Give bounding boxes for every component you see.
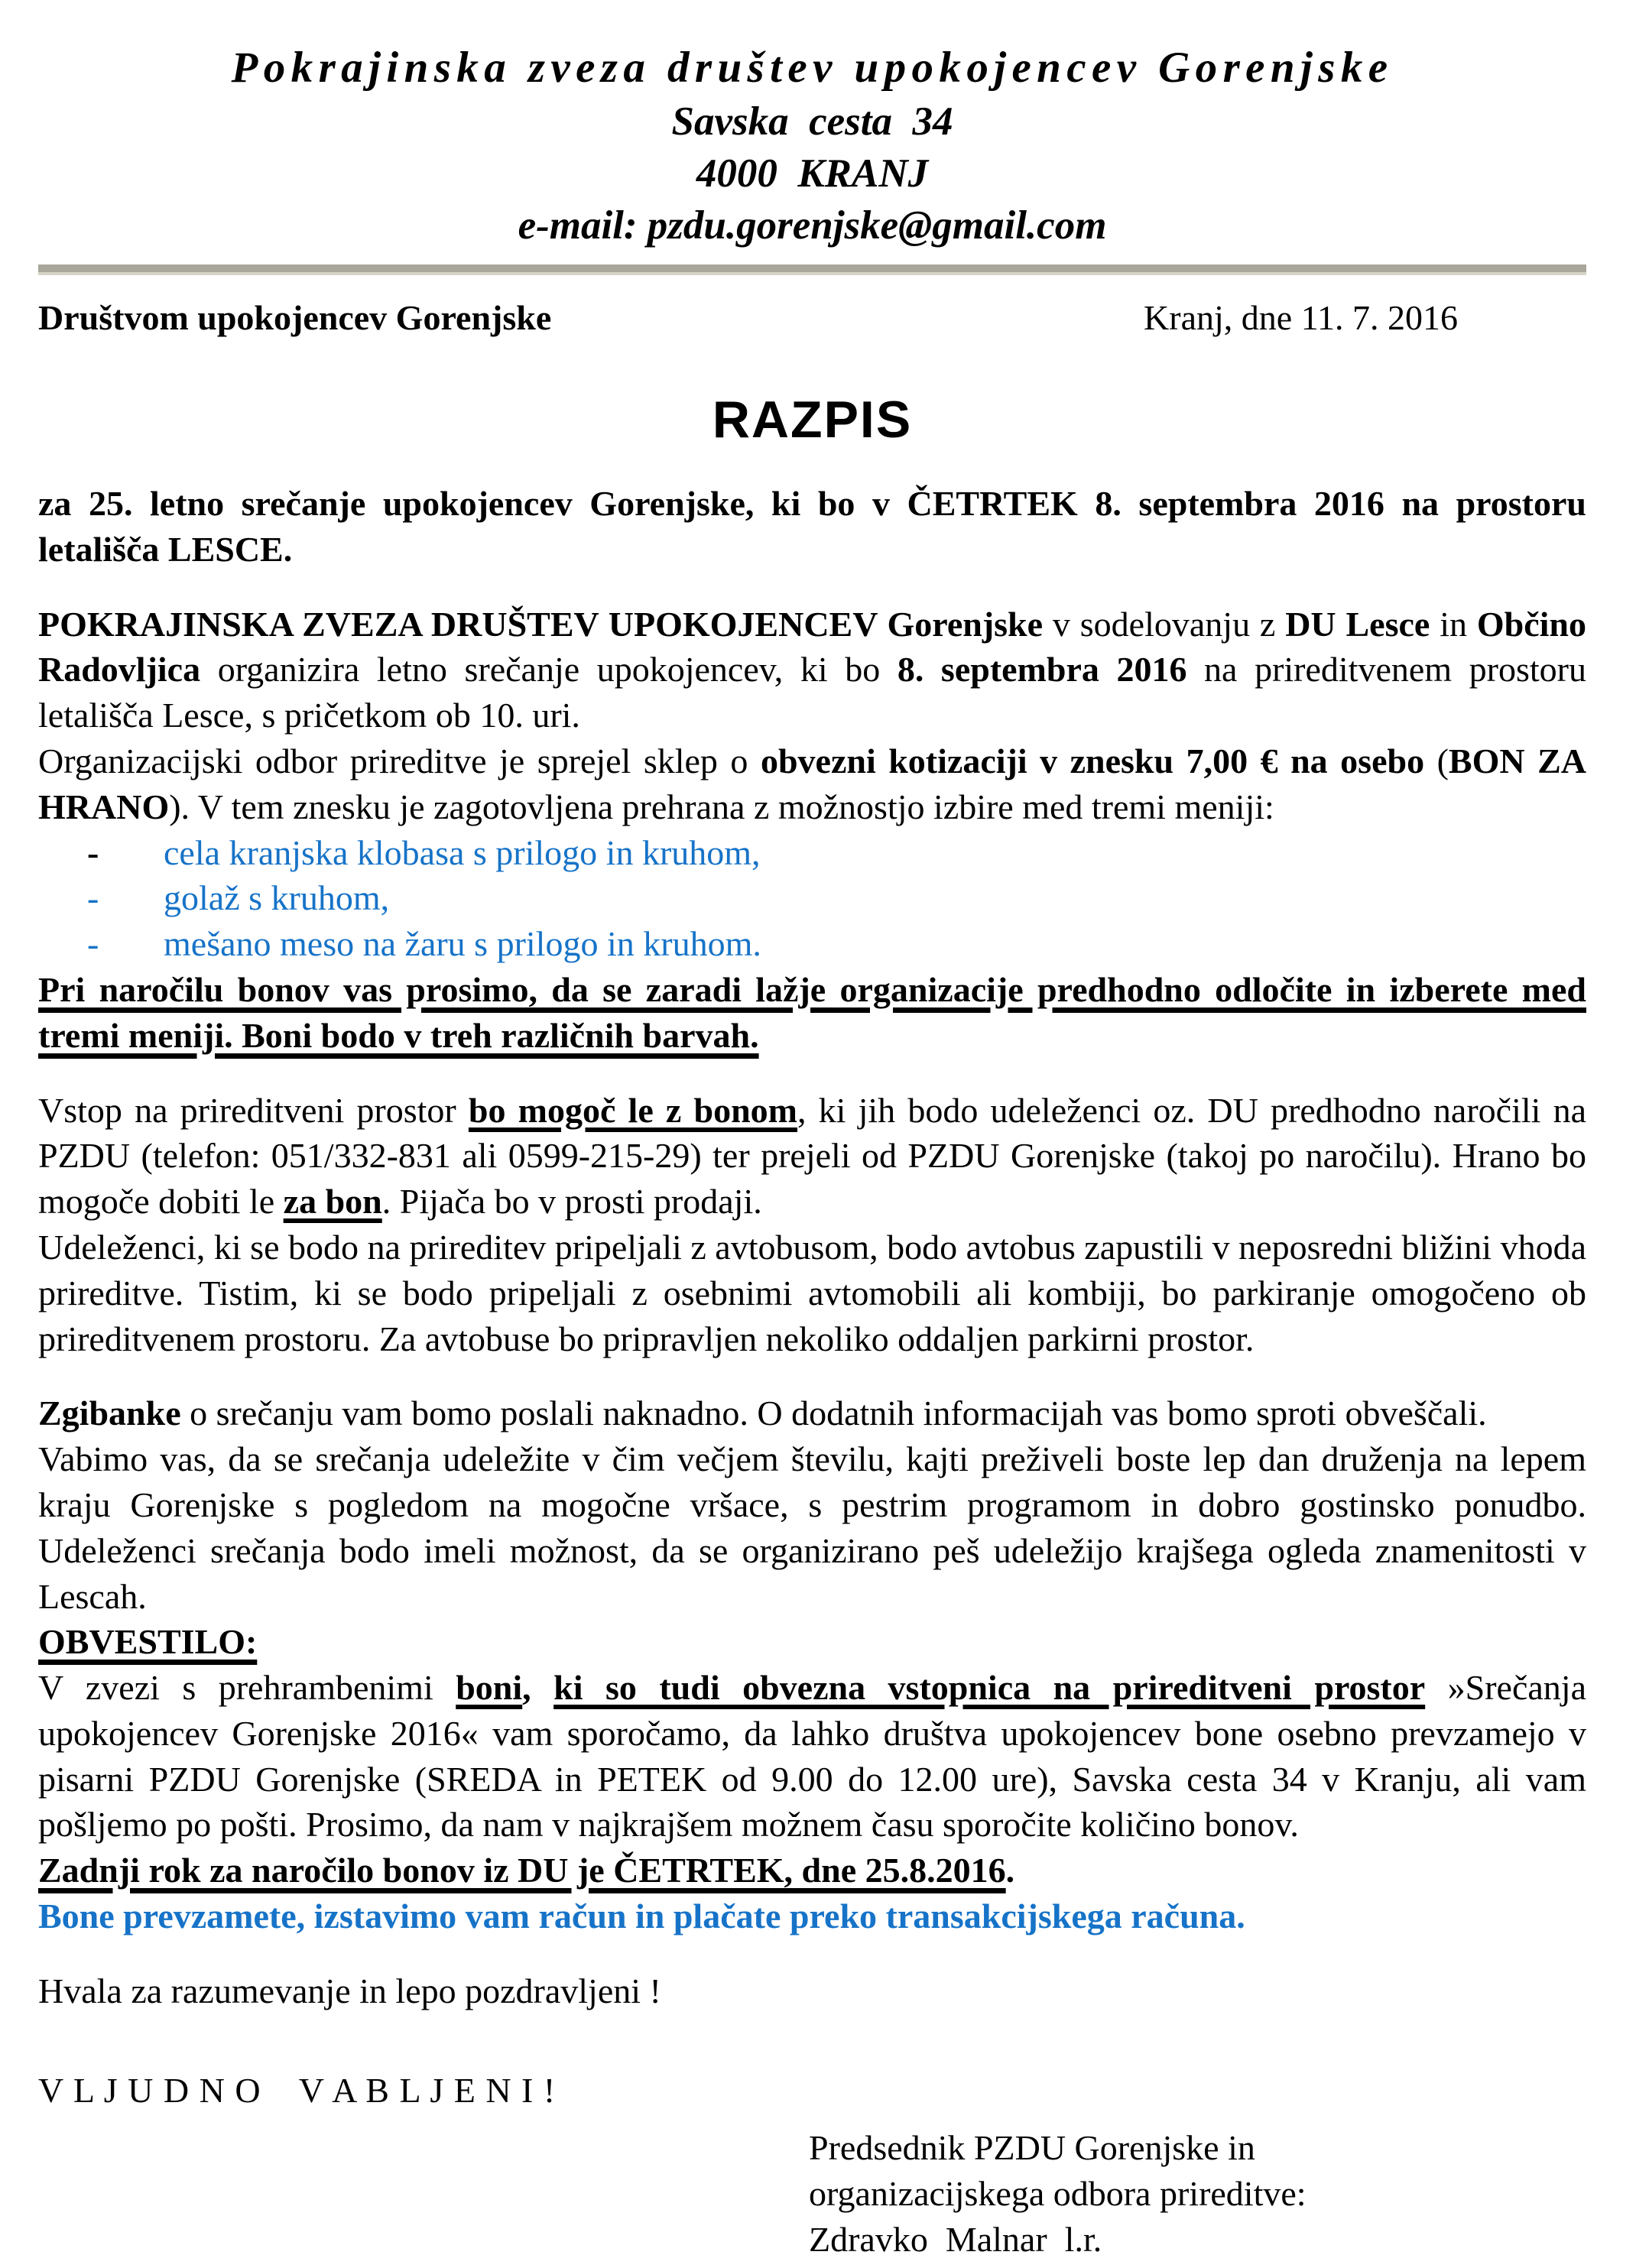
text-run: v sodelovanju z [1043,604,1286,644]
text-run: »Srečanja upokojencev Gorenjske 2016« vam sporočamo, da lahko društva upokojencev bone osebno prevzamejo v pisarni PZDU Gorenjske (SREDA in PETEK od 9.00 do 12.00 ure), Savska cesta 34 v Kranju, ali vam pošljemo po pošti. Prosimo, da nam v najkrajšem možnem času sporočite količino bonov. [38,1668,1586,1845]
dateline: Kranj, dne 11. 7. 2016 [1144,297,1458,337]
meta-row [38,295,1586,341]
thanks-paragraph: Hvala za razumevanje in lepo pozdravljeni ! [38,1971,661,2010]
intro-paragraph: za 25. letno srečanje upokojencev Gorenjske, ki bo v ČETRTEK 8. septembra 2016 na prostoru letališča LESCE. [38,483,1586,569]
dash-bullet: - [87,924,99,964]
org-city: 4000 KRANJ [696,151,929,196]
text-run: o srečanju vam bomo poslali naknadno. O dodatnih informacijah vas bomo sproti obveščali. [180,1394,1487,1433]
payment-paragraph: Bone prevzamete, izstavimo vam račun in plačate preko transakcijskega računa. [38,1896,1245,1936]
text-run: Občino Radovljica [38,604,1586,689]
notice-heading: OBVESTILO: [38,1622,258,1662]
signature-name: Zdravko Malnar l.r. [809,2220,1102,2260]
text-run: Zgibanke [38,1394,181,1433]
signature-role-line: Predsednik PZDU Gorenjske in [809,2128,1255,2168]
transport-paragraph: Udeleženci, ki se bodo na prireditev pripeljali z avtobusom, bodo avtobus zapustili v neposredni bližini vhoda prireditve. Tistim, ki se bodo pripeljali z osebnimi avtomobili ali kombiji, bo parkiranje omogočeno ob prireditvenem prostoru. Za avtobuse bo pripravljen nekoliko oddaljen parkirni prostor. [38,1227,1586,1358]
text-run: ). V tem znesku je zagotovljena prehrana z možnostjo izbire med tremi meniji: [169,787,1274,826]
text-run: in [1430,604,1477,644]
text-run: organizira letno srečanje upokojencev, ki bo [200,650,898,689]
recipient: Društvom upokojencev Gorenjske [38,297,552,337]
organizer-paragraph [38,602,1586,738]
text-run: ( [1424,741,1449,780]
fee-paragraph [38,738,1586,830]
menu-item-text: golaž s kruhom, [164,878,390,918]
text-run: Organizacijski odbor prireditve je sprejel sklep o [38,741,761,780]
header-rule [38,264,1586,275]
text-run: za bon [283,1182,382,1222]
signature-role-line: organizacijskega odbora prireditve: [809,2174,1307,2214]
text-run: POKRAJINSKA ZVEZA DRUŠTEV UPOKOJENCEV Gorenjske [38,604,1044,644]
text-run: boni [456,1668,523,1708]
text-run: 8. septembra 2016 [897,650,1187,689]
list-item [38,875,1586,921]
text-run: na prireditvenem prostoru letališča Lesce, s pričetkom ob 10. uri. [38,650,1586,735]
text-run: , ki jih bodo udeleženci oz. DU predhodno naročili na PZDU (telefon: 051/332-831 ali 0599-215-29) ter prejeli od PZDU Gorenjske (takoj po naročilu). Hrano bo mogoče dobiti le [38,1090,1586,1222]
text-run: DU Lesce [1285,604,1430,644]
text-run: . [1005,1851,1015,1890]
letterhead [38,40,1586,252]
org-address: Savska cesta 34 [671,99,953,144]
text-run: Vstop na prireditveni prostor [38,1090,469,1130]
closing-line: V L J U D N O V A B L J E N I ! [38,2070,557,2110]
menu-item-text: cela kranjska klobasa s prilogo in kruhom, [164,832,761,872]
dash-bullet: - [87,832,99,872]
invitation-paragraph: Vabimo vas, da se srečanja udeležite v čim večjem številu, kajti preživeli boste lep dan druženja na lepem kraju Gorenjske s pogledom na mogočne vršace, s pestrim programom in dobro gostinsko ponudbo. Udeleženci srečanja bodo imeli možnost, da se organizirano peš udeležijo krajšega ogleda znamenitosti v Lescah. [38,1439,1586,1616]
signature-block [809,2125,1586,2262]
dash-bullet: - [87,878,99,918]
document-title: RAZPIS [712,391,913,449]
menu-list [38,830,1586,967]
order-note-paragraph: Pri naročilu bonov vas prosimo, da se zaradi lažje organizacije predhodno odločite in izberete med tremi meniji. Boni bodo v treh različnih barvah. [38,969,1586,1055]
text-run: , [522,1668,554,1708]
text-run: V zvezi s prehrambenimi [38,1668,456,1708]
text-run: BON ZA HRANO [38,741,1586,826]
list-item [38,921,1586,967]
menu-item-text: mešano meso na žaru s prilogo in kruhom. [164,924,761,964]
text-run: Zadnji rok za naročilo bonov iz DU je ČETRTEK, dne 25.8.2016 [38,1851,1006,1890]
text-run: bo mogoč le z bonom [468,1090,797,1130]
list-item [38,830,1586,876]
deadline-paragraph [38,1848,1586,1893]
text-run: . Pijača bo v prosti prodaji. [381,1182,762,1222]
text-run: ki so tudi obvezna vstopnica na prireditveni prostor [553,1668,1426,1708]
leaflets-paragraph [38,1390,1586,1436]
notice-paragraph [38,1665,1586,1848]
org-email: e-mail: pzdu.gorenjske@gmail.com [518,203,1107,248]
entry-paragraph [38,1088,1586,1225]
text-run: obvezni kotizaciji v znesku 7,00 € na osebo [760,741,1425,780]
org-name: Pokrajinska zveza društev upokojencev Gorenjske [231,44,1394,92]
